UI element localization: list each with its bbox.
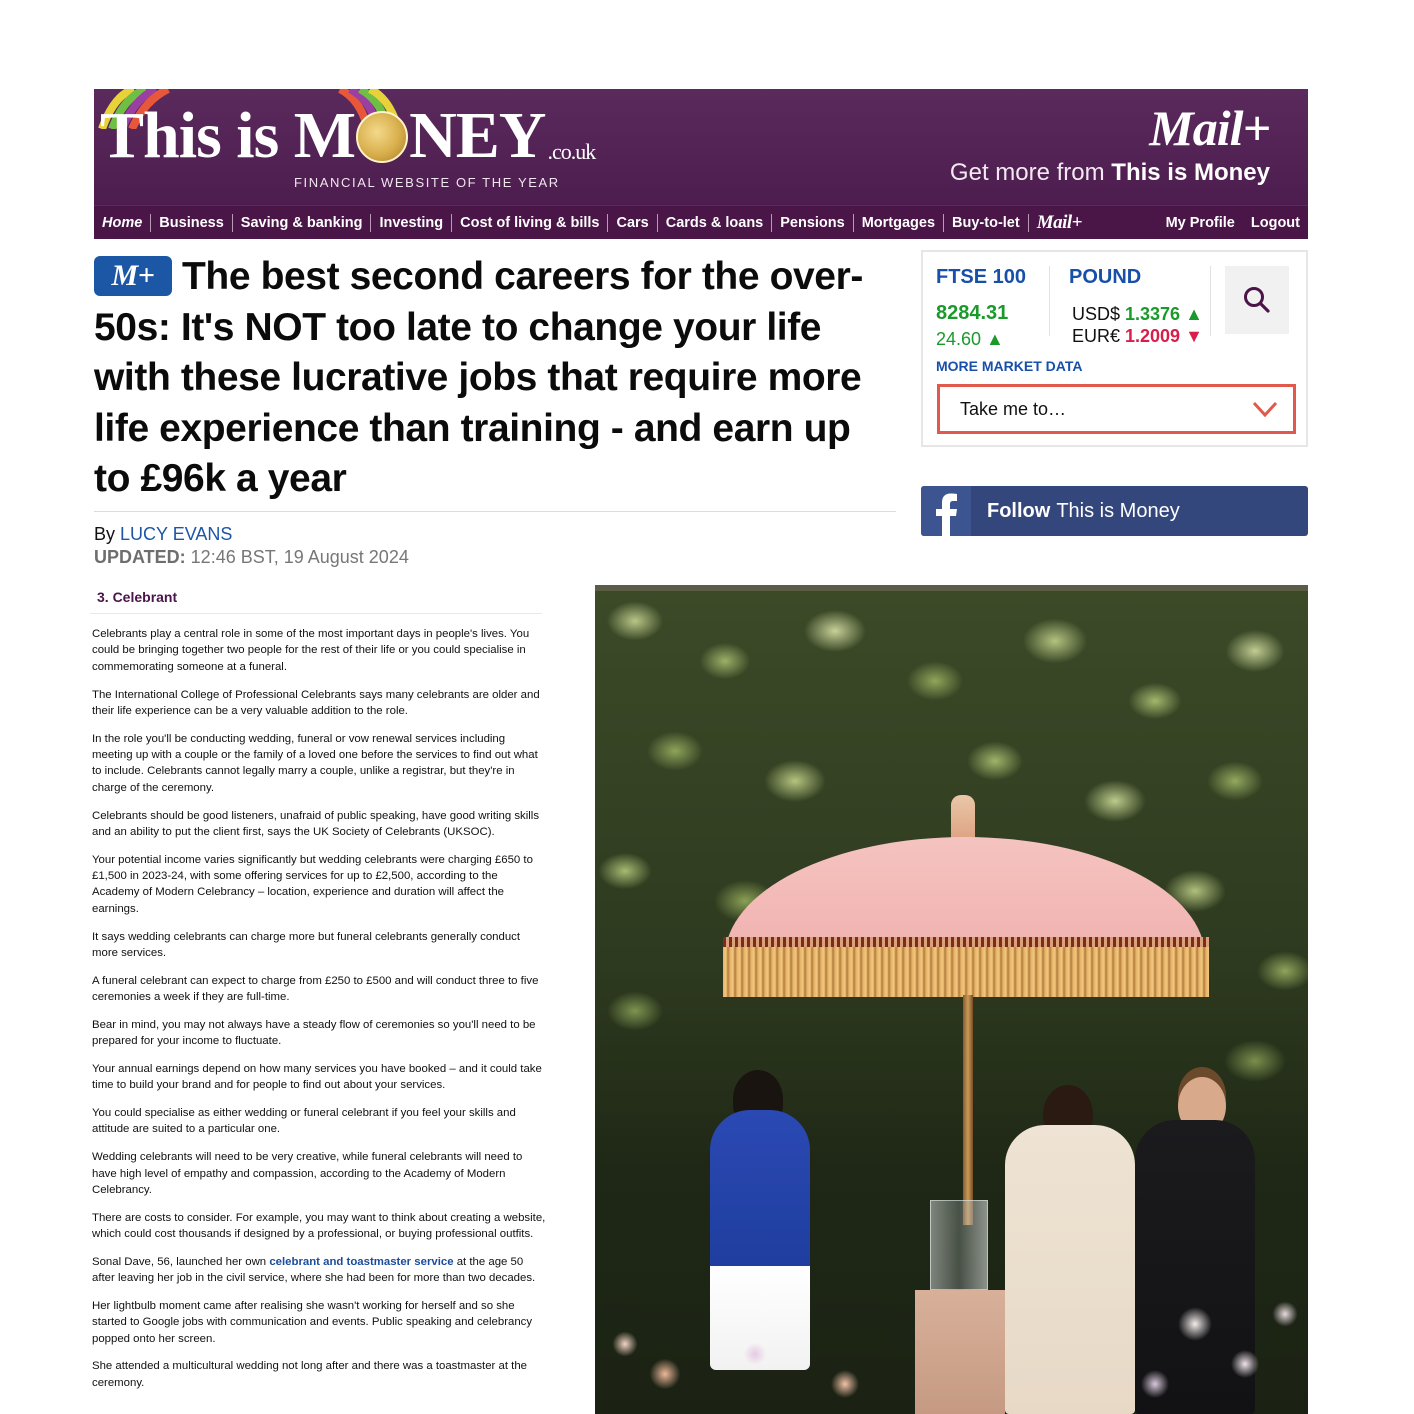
paragraph: Your potential income varies significantly but wedding celebrants were charging £650 to £1,500 in 2023-24, with some offering services for up to £2,500, according to the Academy of Modern Celebrancy – location, experience and duration will affect the earnings. <box>92 853 533 915</box>
facebook-follow-text <box>971 500 1180 523</box>
paragraph: Bear in mind, you may not always have a steady flow of ceremonies so you'll need to be prepared for your income to fluctuate. <box>92 1018 536 1048</box>
nav-item-pensions[interactable]: Pensions <box>780 214 845 231</box>
headline-text: The best second careers for the over-50s: It's NOT too late to change your life with these lucrative jobs that require more life experience than training - and earn up to £96k a year <box>94 255 863 500</box>
subhead-divider <box>90 613 542 614</box>
byline <box>94 524 232 545</box>
take-me-to-select[interactable] <box>937 384 1296 434</box>
paragraph-text: Sonal Dave, 56, launched her own <box>92 1255 270 1268</box>
section-subhead: 3. Celebrant <box>97 589 178 605</box>
paragraph: It says wedding celebrants can charge more but funeral celebrants generally conduct more services. <box>92 930 521 959</box>
mailplus-cta <box>950 159 1270 187</box>
mailplus-promo[interactable] <box>949 100 1270 187</box>
paragraph: Her lightbulb moment came after realising she wasn't working for herself and so she started to Google jobs with communication and events. Public speaking and celebrancy popped onto her screen. <box>92 1299 533 1345</box>
umbrella-fringe <box>723 947 1209 997</box>
article-headline <box>94 252 896 505</box>
author-link[interactable]: LUCY EVANS <box>120 524 233 544</box>
follow-brand: This is Money <box>1056 499 1180 522</box>
site-logo[interactable] <box>100 99 596 172</box>
market-data-widget <box>921 250 1308 447</box>
facebook-icon <box>921 486 971 536</box>
nav-divider <box>657 214 658 232</box>
nav-divider <box>150 214 151 232</box>
paragraph-text: at the age 50 after leaving her job in the civil service, where she had been for more than two decades. <box>92 1255 536 1285</box>
paragraph: Celebrants play a central role in some of the most important days in people's lives. You could be bringing together two people for the rest of their life or you could specialise in commemorating someone at a funeral. <box>92 628 530 673</box>
more-market-data-link[interactable]: MORE MARKET DATA <box>936 358 1083 374</box>
logo-text-rest: NEY <box>409 99 546 172</box>
nav-item-cards-loans[interactable]: Cards & loans <box>665 214 764 231</box>
coin-icon <box>356 111 408 163</box>
updated-label: UPDATED: <box>94 547 186 567</box>
paragraph: The International College of Professional Celebrants says many celebrants are older and their life experience can be a very valuable addition to the role. <box>92 688 540 717</box>
umbrella-pole <box>963 995 973 1225</box>
flower-arrangement <box>595 1284 1308 1414</box>
usd-value: 1.3376 ▲ <box>1125 304 1203 324</box>
masthead <box>94 89 1308 205</box>
account-links <box>1166 215 1308 231</box>
paragraph: A funeral celebrant can expect to charge from £250 to £500 and will conduct three to five ceremonies a week if they are full-time. <box>92 974 539 1004</box>
search-button[interactable] <box>1225 266 1289 334</box>
eur-rate <box>1072 326 1203 347</box>
follow-label: Follow <box>987 499 1051 522</box>
logo-domain: .co.uk <box>547 139 596 164</box>
search-icon <box>1242 285 1272 315</box>
pound-link[interactable]: POUND <box>1069 266 1142 288</box>
paragraph: Wedding celebrants will need to be very creative, while funeral celebrants will need to have high level of empathy and compassion, according to the Academy of Modern Celebrancy. <box>92 1151 523 1196</box>
paragraph: Celebrants should be good listeners, unafraid of public speaking, have good writing skills and an ability to put the client first, says the UK Society of Celebrants (UKSOC). <box>92 809 540 838</box>
chevron-down-icon <box>1251 399 1279 419</box>
updated-timestamp <box>94 547 409 568</box>
nav-divider <box>232 214 233 232</box>
paragraph: Your annual earnings depend on how many services you have booked – and it could take time to build your brand and for people to find out about your services. <box>92 1062 542 1092</box>
nav-divider <box>853 214 854 232</box>
mailplus-badge-icon: M+ <box>94 256 172 296</box>
market-divider <box>1210 266 1211 336</box>
eur-value: 1.2009 ▼ <box>1125 326 1203 346</box>
nav-divider <box>370 214 371 232</box>
nav-divider <box>943 214 944 232</box>
nav-item-home[interactable]: Home <box>102 214 143 231</box>
headline-block <box>94 252 896 505</box>
nav-item-business[interactable]: Business <box>159 214 224 231</box>
logout-link[interactable]: Logout <box>1250 214 1300 231</box>
byline-prefix: By <box>94 524 121 544</box>
paragraph-with-link <box>92 1254 547 1287</box>
main-nav <box>94 205 1308 239</box>
take-me-to-label: Take me to… <box>960 398 1067 419</box>
headline-divider <box>94 511 896 512</box>
logo-text-main: This is M <box>100 99 356 172</box>
ftse-100-link[interactable]: FTSE 100 <box>936 266 1027 288</box>
market-divider <box>1049 266 1050 336</box>
my-profile-link[interactable]: My Profile <box>1165 214 1235 231</box>
nav-item-cost-of-living[interactable]: Cost of living & bills <box>460 214 600 231</box>
usd-rate <box>1072 304 1203 325</box>
nav-item-buy-to-let[interactable]: Buy-to-let <box>952 214 1020 231</box>
mailplus-cta-brand: This is Money <box>1111 159 1270 186</box>
nav-item-mailplus[interactable]: Mail+ <box>1036 211 1082 233</box>
nav-item-investing[interactable]: Investing <box>379 214 444 231</box>
mailplus-logo: Mail+ <box>1149 100 1270 156</box>
ftse-value: 8284.31 <box>936 302 1009 324</box>
paragraph: She attended a multicultural wedding not long after and there was a toastmaster at the ceremony. <box>92 1360 528 1389</box>
glass-vase <box>930 1200 988 1290</box>
article-photo[interactable] <box>595 585 1308 1414</box>
nav-divider <box>771 214 772 232</box>
nav-item-saving-banking[interactable]: Saving & banking <box>240 214 363 231</box>
eur-label: EUR€ <box>1072 326 1126 346</box>
paragraph: There are costs to consider. For example, you may want to think about creating a website, which could cost thousands if designed by a professional, or buying professional outfits. <box>92 1211 546 1241</box>
paragraph: In the role you'll be conducting wedding, funeral or vow renewal services including meeting up with a couple or the family of a loved one before the services to find out what to include. Celebrants cannot legally marry a couple, unlike a registrar, but they're in charge of the ceremony. <box>92 732 538 794</box>
facebook-follow-button[interactable] <box>921 486 1308 536</box>
nav-item-cars[interactable]: Cars <box>616 214 649 231</box>
logo-tagline: FINANCIAL WEBSITE OF THE YEAR <box>294 175 560 190</box>
celebrant-service-link[interactable]: celebrant and toastmaster service <box>269 1255 454 1268</box>
updated-value: 12:46 BST, 19 August 2024 <box>185 547 409 567</box>
article-body <box>92 626 547 1402</box>
nav-item-mortgages[interactable]: Mortgages <box>861 214 936 231</box>
nav-divider <box>451 214 452 232</box>
paragraph: You could specialise as either wedding or funeral celebrant if you feel your skills and attitude are suited to a particular one. <box>92 1107 516 1136</box>
ftse-change: 24.60 ▲ <box>936 329 1004 349</box>
nav-divider <box>1028 214 1029 232</box>
nav-divider <box>607 214 608 232</box>
mailplus-cta-prefix: Get more from <box>949 159 1112 186</box>
usd-label: USD$ <box>1072 304 1126 324</box>
